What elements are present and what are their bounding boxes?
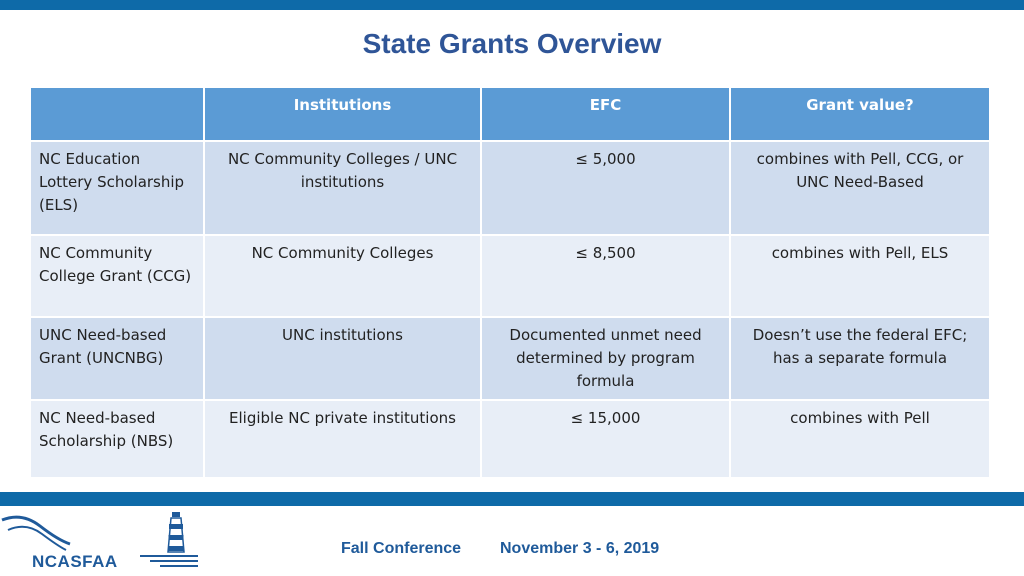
grant-name-cell: NC Need-based Scholarship (NBS) <box>30 400 204 478</box>
top-accent-bar <box>0 0 1024 10</box>
table-row <box>30 235 990 317</box>
table-header-cell <box>30 87 204 141</box>
grant-name-cell: NC Community College Grant (CCG) <box>30 235 204 317</box>
bottom-accent-bar <box>0 492 1024 506</box>
logo-wordmark: NCASFAA <box>32 552 118 571</box>
grants-table <box>29 86 991 479</box>
table-header-row <box>30 87 990 141</box>
grant-value-cell: Doesn’t use the federal EFC; has a separate formula <box>730 317 990 400</box>
footer-conference: Fall Conference <box>341 540 462 557</box>
institutions-cell: UNC institutions <box>204 317 481 400</box>
efc-cell: ≤ 8,500 <box>481 235 730 317</box>
grant-name-cell: NC Education Lottery Scholarship (ELS) <box>30 141 204 235</box>
table-row <box>30 141 990 235</box>
table-row <box>30 400 990 478</box>
grant-value-cell: combines with Pell, ELS <box>730 235 990 317</box>
institutions-cell: NC Community Colleges / UNC institutions <box>204 141 481 235</box>
table-header-cell: EFC <box>481 87 730 141</box>
efc-cell: Documented unmet need determined by program formula <box>481 317 730 400</box>
page-title: State Grants Overview <box>362 28 662 59</box>
table-row <box>30 317 990 400</box>
grant-name-cell: UNC Need-based Grant (UNCNBG) <box>30 317 204 400</box>
efc-cell: ≤ 5,000 <box>481 141 730 235</box>
institutions-cell: Eligible NC private institutions <box>204 400 481 478</box>
grant-value-cell: combines with Pell, CCG, or UNC Need-Based <box>730 141 990 235</box>
footer-dates: November 3 - 6, 2019 <box>500 540 660 557</box>
institutions-cell: NC Community Colleges <box>204 235 481 317</box>
efc-cell: ≤ 15,000 <box>481 400 730 478</box>
table-header-cell: Grant value? <box>730 87 990 141</box>
table-header-cell: Institutions <box>204 87 481 141</box>
grant-value-cell: combines with Pell <box>730 400 990 478</box>
